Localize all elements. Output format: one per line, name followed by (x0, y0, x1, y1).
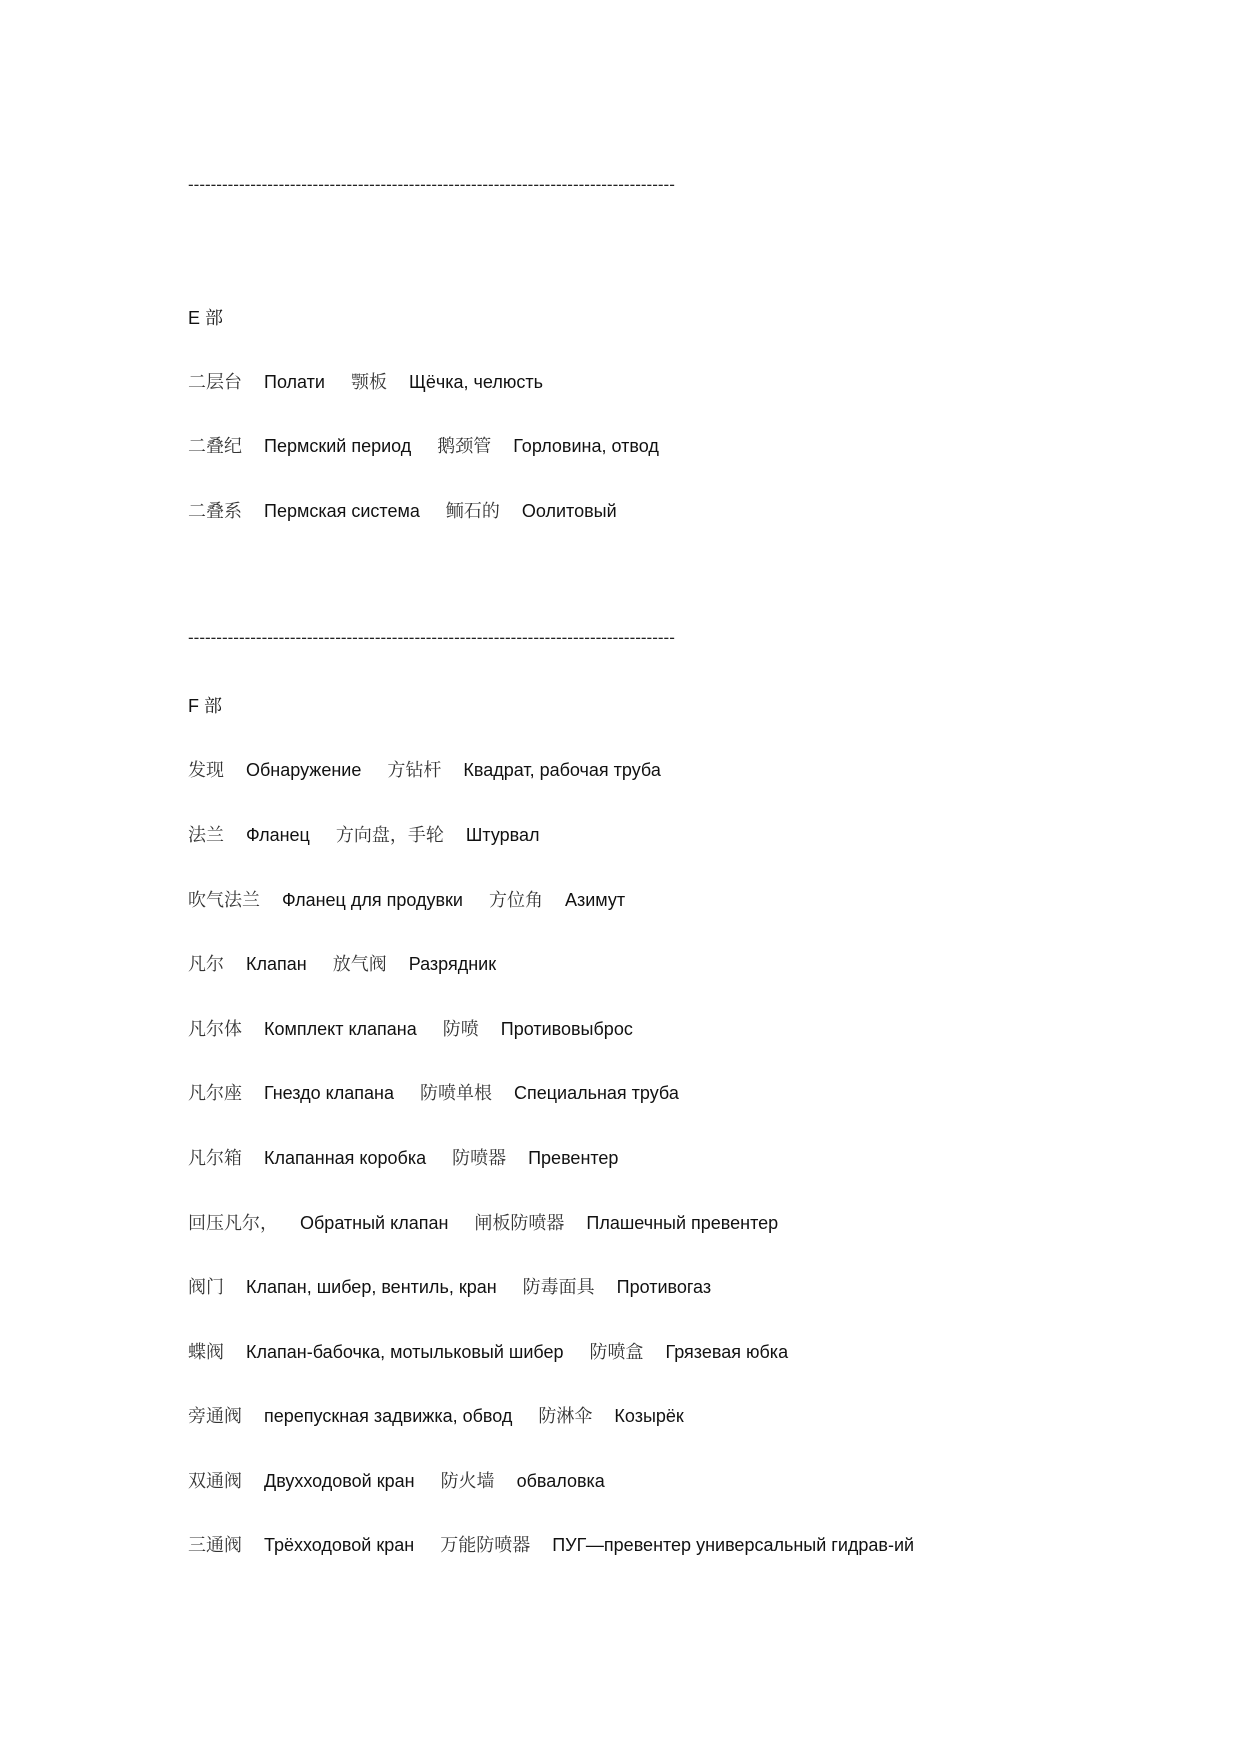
term-row (188, 368, 543, 394)
term-chinese: 颚板 (350, 372, 387, 393)
term-chinese: 鹅颈管 (437, 436, 492, 457)
term-chinese: 二叠纪 (188, 436, 242, 457)
term-chinese: 回压凡尔， (188, 1213, 278, 1234)
term-russian: Клапан-бабочка, мотыльковый шибер (246, 1342, 564, 1362)
term-chinese: 防喷 (442, 1019, 479, 1040)
term-chinese: 防喷器 (452, 1148, 507, 1169)
term-russian: Клапан (246, 954, 307, 974)
term-row (188, 1402, 684, 1428)
section-title-e: E 部 (188, 308, 224, 328)
term-russian: Клапанная коробка (264, 1148, 427, 1168)
term-russian: Азимут (564, 890, 626, 910)
section-divider: -------------------------------------------------------------------------------------- (188, 628, 675, 647)
term-row (188, 1144, 618, 1170)
term-russian: Фланец (246, 825, 310, 845)
term-chinese: 旁通阀 (188, 1406, 242, 1427)
term-row (188, 950, 496, 976)
term-chinese: 吹气法兰 (188, 890, 260, 911)
term-row (188, 1015, 633, 1041)
term-row (188, 756, 661, 782)
term-russian: Квадрат, рабочая труба (463, 760, 661, 780)
term-russian: ПУГ—превентер универсальный гидрав-ий (552, 1535, 915, 1555)
term-russian: Штурвал (465, 825, 540, 845)
term-russian: Пермский период (264, 436, 412, 456)
term-row (188, 1467, 605, 1493)
term-russian: Обнаружение (246, 760, 362, 780)
term-russian: Козырёк (614, 1406, 684, 1426)
term-russian: Фланец для продувки (282, 890, 463, 910)
term-russian: Противогаз (616, 1277, 712, 1297)
section-divider: -------------------------------------------------------------------------------------- (188, 175, 675, 194)
term-chinese: 双通阀 (188, 1471, 242, 1492)
term-russian: Оолитовый (521, 501, 617, 521)
term-chinese: 防喷单根 (419, 1083, 492, 1104)
term-chinese: 鲕石的 (445, 501, 500, 522)
term-row (188, 1531, 914, 1557)
term-chinese: 凡尔座 (188, 1083, 242, 1104)
term-chinese: 凡尔体 (188, 1019, 242, 1040)
term-chinese: 防毒面具 (522, 1277, 595, 1298)
term-russian: Полати (264, 372, 325, 392)
term-chinese: 二叠系 (188, 501, 242, 522)
term-chinese: 发现 (188, 760, 224, 781)
term-russian: Превентер (528, 1148, 619, 1168)
term-row (188, 821, 540, 847)
term-russian: Пермская система (264, 501, 420, 521)
term-row (188, 886, 625, 912)
term-chinese: 防淋伞 (538, 1406, 593, 1427)
term-row (188, 1079, 679, 1105)
term-row (188, 1209, 778, 1235)
term-russian: Специальная труба (513, 1083, 679, 1103)
term-chinese: 防火墙 (440, 1471, 495, 1492)
term-russian: Плашечный превентер (586, 1213, 779, 1233)
term-chinese: 防喷盒 (589, 1342, 644, 1363)
term-russian: Грязевая юбка (665, 1342, 789, 1362)
term-russian: перепускная задвижка, обвод (264, 1406, 513, 1426)
term-russian: Разрядник (408, 954, 497, 974)
term-russian: Комплект клапана (264, 1019, 417, 1039)
term-chinese: 方钻杆 (387, 760, 442, 781)
term-russian: Горловина, отвод (513, 436, 659, 456)
term-russian: Двухходовой кран (264, 1471, 415, 1491)
term-chinese: 二层台 (188, 372, 242, 393)
term-chinese: 三通阀 (188, 1535, 242, 1556)
term-chinese: 万能防喷器 (440, 1535, 531, 1556)
term-chinese: 凡尔 (188, 954, 224, 975)
term-chinese: 凡尔箱 (188, 1148, 242, 1169)
term-chinese: 方位角 (488, 890, 543, 911)
term-row (188, 1338, 788, 1364)
term-chinese: 阀门 (188, 1277, 224, 1298)
term-chinese: 蝶阀 (188, 1342, 224, 1363)
term-russian: Клапан, шибер, вентиль, кран (246, 1277, 497, 1297)
section-title-f: F 部 (188, 696, 222, 716)
term-chinese: 闸板防喷器 (474, 1213, 565, 1234)
term-russian: Трёхходовой кран (264, 1535, 415, 1555)
term-russian: Обратный клапан (300, 1213, 449, 1233)
term-row (188, 497, 617, 523)
term-row (188, 432, 659, 458)
term-chinese: 放气阀 (332, 954, 387, 975)
term-russian: обваловка (516, 1471, 605, 1491)
term-russian: Гнездо клапана (264, 1083, 394, 1103)
term-chinese: 法兰 (188, 825, 224, 846)
term-russian: Щёчка, челюсть (408, 372, 543, 392)
term-row (188, 1273, 711, 1299)
term-russian: Противовыброс (500, 1019, 633, 1039)
term-chinese: 方向盘，手轮 (335, 825, 444, 846)
